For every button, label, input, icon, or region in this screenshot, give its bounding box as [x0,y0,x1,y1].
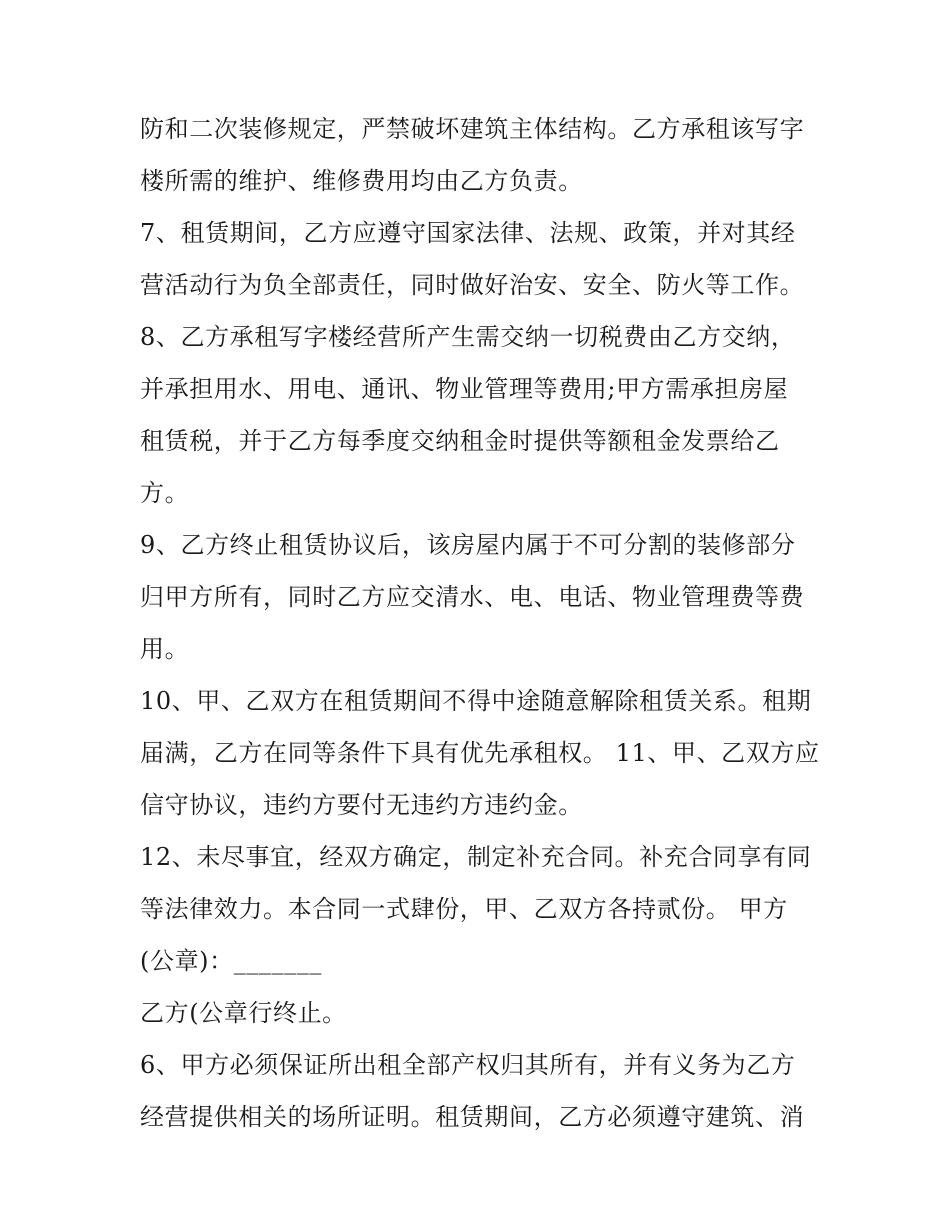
text-line-7: 租赁税，并于乙方每季度交纳租金时提供等额租金发票给乙 [140,427,780,455]
text-line-20: 经营提供相关的场所证明。租赁期间，乙方必须遵守建筑、消 [140,1103,805,1131]
text-line-2: 楼所需的维护、维修费用均由乙方负责。 [140,167,583,195]
text-line-4: 营活动行为负全部责任，同时做好治安、安全、防火等工作。 [140,271,805,299]
text-line-9: 9、乙方终止租赁协议后，该房屋内属于不可分割的装修部分 [140,531,796,559]
text-line-1: 防和二次装修规定，严禁破坏建筑主体结构。乙方承租该写字 [140,115,805,143]
text-line-12: 10、甲、乙双方在租赁期间不得中途随意解除租赁关系。租期 [140,687,812,715]
text-line-5: 8、乙方承租写字楼经营所产生需交纳一切税费由乙方交纳， [140,323,796,351]
text-line-8: 方。 [140,479,190,507]
text-line-18: 乙方(公章行终止。 [140,999,347,1027]
text-line-17: (公章)：_______ [140,947,322,975]
text-line-14: 信守协议，违约方要付无违约方违约金。 [140,791,583,819]
text-line-19: 6、甲方必须保证所出租全部产权归其所有，并有义务为乙方 [140,1051,796,1079]
contract-text [140,103,820,1143]
text-line-10: 归甲方所有，同时乙方应交清水、电、电话、物业管理费等费 [140,583,805,611]
text-line-13: 届满，乙方在同等条件下具有优先承租权。 11、甲、乙双方应 [140,739,820,767]
text-line-15: 12、未尽事宜，经双方确定，制定补充合同。补充合同享有同 [140,843,812,871]
text-line-3: 7、租赁期间，乙方应遵守国家法律、法规、政策，并对其经 [140,219,796,247]
text-line-11: 用。 [140,635,190,663]
text-line-6: 并承担用水、用电、通讯、物业管理等费用;甲方需承担房屋 [140,375,789,403]
text-line-16: 等法律效力。本合同一式肆份，甲、乙双方各持贰份。 甲方 [140,895,788,923]
